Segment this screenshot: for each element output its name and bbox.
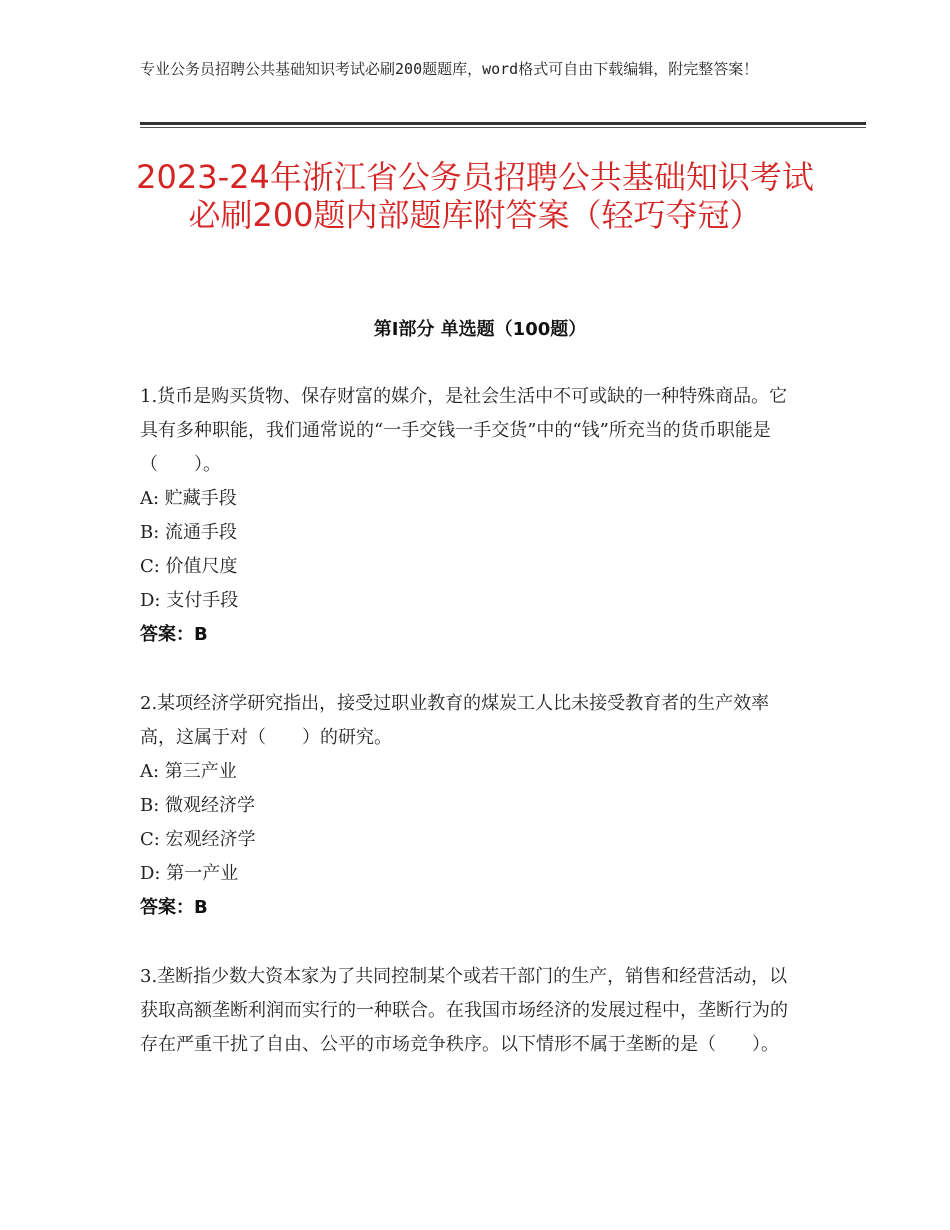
document-title: 2023-24年浙江省公务员招聘公共基础知识考试必刷200题内部题库附答案（轻巧夺冠） — [136, 158, 814, 234]
question-2 — [140, 687, 800, 925]
option-b: B: 流通手段 — [140, 522, 238, 543]
section-title: 第Ⅰ部分 单选题（100题） — [373, 319, 587, 340]
answer-text: 答案：B — [140, 897, 208, 918]
question-stem: 1.货币是购买货物、保存财富的媒介，是社会生活中不可或缺的一种特殊商品。它具有多种职能，我们通常说的“一手交钱一手交货”中的“钱”所充当的货币职能是（ ）。 — [140, 386, 788, 475]
header-rule-thick — [140, 122, 866, 125]
option-d: D: 支付手段 — [140, 590, 239, 611]
answer-text: 答案：B — [140, 624, 208, 645]
option-a: A: 第三产业 — [140, 761, 237, 782]
option-a: A: 贮藏手段 — [140, 488, 237, 509]
question-1 — [140, 380, 800, 652]
option-d: D: 第一产业 — [140, 863, 239, 884]
header-note: 专业公务员招聘公共基础知识考试必刷200题题库，word格式可自由下载编辑，附完整答案！ — [140, 60, 759, 78]
question-stem: 2.某项经济学研究指出，接受过职业教育的煤炭工人比未接受教育者的生产效率高，这属于对（ ）的研究。 — [140, 693, 770, 748]
question-3 — [140, 960, 800, 1062]
option-c: C: 宏观经济学 — [140, 829, 256, 850]
option-c: C: 价值尺度 — [140, 556, 238, 577]
option-b: B: 微观经济学 — [140, 795, 256, 816]
question-stem: 3.垄断指少数大资本家为了共同控制某个或若干部门的生产，销售和经营活动，以获取高额垄断利润而实行的一种联合。在我国市场经济的发展过程中，垄断行为的存在严重干扰了自由、公平的市场竞争秩序。以下情形不属于垄断的是（ ）。 — [140, 966, 788, 1055]
header-rule-thin — [140, 127, 866, 128]
